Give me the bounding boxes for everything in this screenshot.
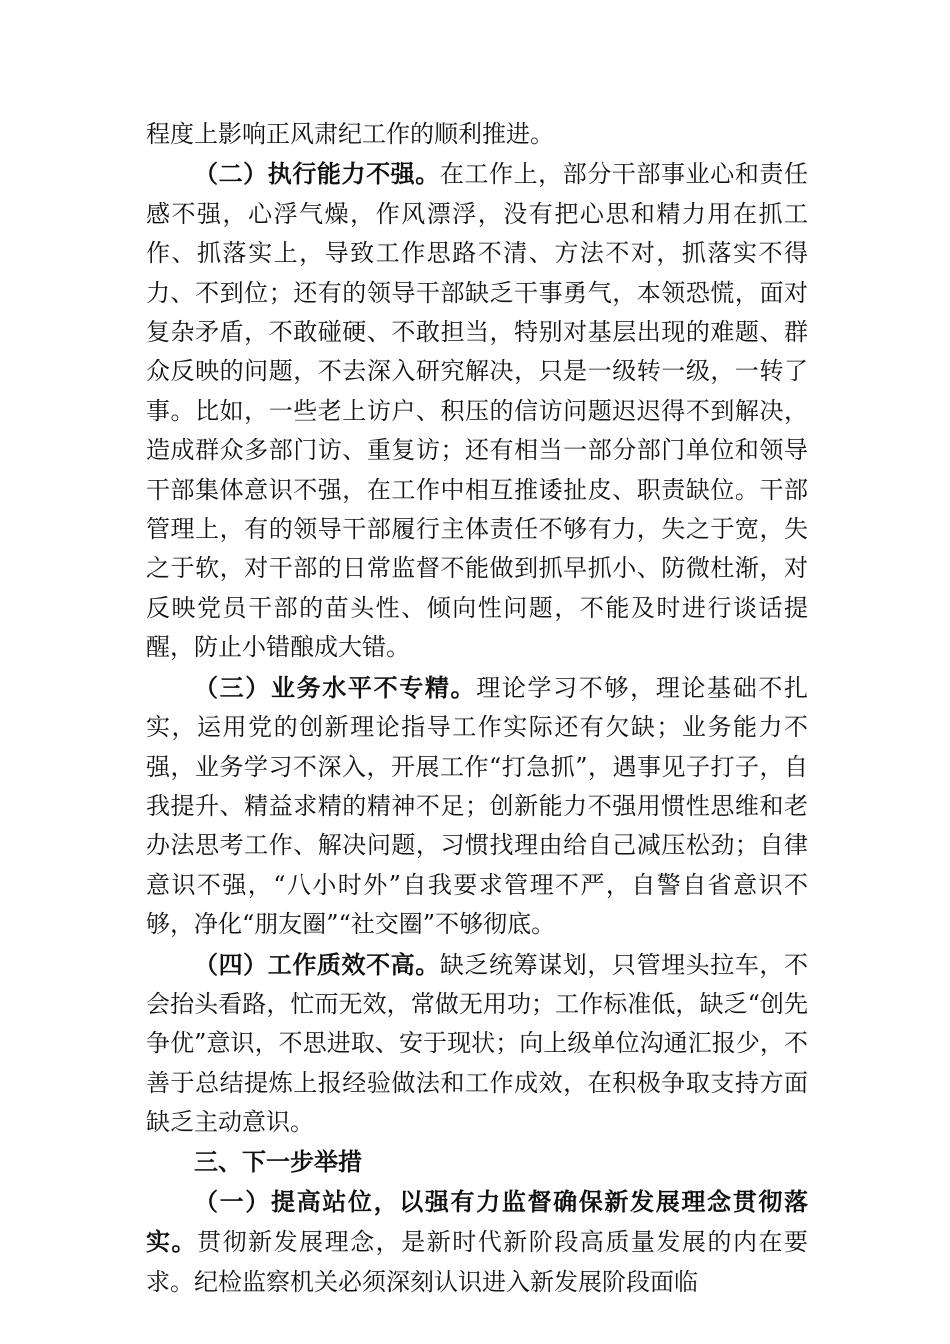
paragraph-business-level [146, 668, 808, 945]
paragraph-lead: （二）执行能力不强。 [194, 159, 440, 189]
paragraph-text: 理论学习不够，理论基础不扎实，运用党的创新理论指导工作实际还有欠缺；业务能力不强，业务学习不深入，开展工作“打急抓”，遇事见子打子，自我提升、精益求精的精神不足；创新能力不强用惯性思维和老办法思考工作、解决问题，习惯找理由给自己减压松劲；自律意识不强，“八小时外”自我要求管理不严，自警自省意识不够，净化“朋友圈”“社交圈”不够彻底。 [146, 673, 809, 939]
paragraph-lead: （一）提高站位，以强有力监督确保新发展理念贯彻落实。 [146, 1186, 808, 1257]
section-heading: 三、下一步举措 [194, 1147, 362, 1176]
paragraph-text: 贯彻新发展理念，是新时代新阶段高质量发展的内在要求。纪检监察机关必须深刻认识进入新发展阶段面临 [146, 1228, 809, 1296]
paragraph-text: 在工作上，部分干部事业心和责任感不强，心浮气燥，作风漂浮，没有把心思和精力用在抓工作、抓落实上，导致工作思路不清、方法不对，抓落实不得力、不到位；还有的领导干部缺乏干事勇气，本领恐慌，面对复杂矛盾，不敢碰硬、不敢担当，特别对基层出现的难题、群众反映的问题，不去深入研究解决，只是一级转一级，一转了事。比如，一些老上访户、积压的信访问题迟迟得不到解决，造成群众多部门访、重复访；还有相当一部分部门单位和领导干部集体意识不强，在工作中相互推诿扯皮、职责缺位。干部管理上，有的领导干部履行主体责任不够有力，失之于宽，失之于软，对干部的日常监督不能做到抓早抓小、防微杜渐，对反映党员干部的苗头性、倾向性问题，不能及时进行谈话提醒，防止小错酿成大错。 [146, 160, 809, 662]
document-page [146, 115, 808, 1302]
paragraph-raise-standing [146, 1182, 808, 1302]
paragraph-continuation [146, 115, 808, 154]
paragraph-lead: （三）业务水平不专精。 [194, 672, 477, 702]
paragraph-work-quality [146, 945, 808, 1143]
paragraph-execution-ability [146, 154, 808, 667]
paragraph-text: 程度上影响正风肃纪工作的顺利推进。 [146, 120, 554, 148]
paragraph-text: 缺乏统筹谋划，只管埋头拉车，不会抬头看路，忙而无效，常做无用功；工作标准低，缺乏“创先争优”意识，不思进取、安于现状；向上级单位沟通汇报少，不善于总结提炼上报经验做法和工作成效，在积极争取支持方面缺乏主动意识。 [146, 950, 809, 1137]
paragraph-lead: （四）工作质效不高。 [194, 949, 440, 979]
